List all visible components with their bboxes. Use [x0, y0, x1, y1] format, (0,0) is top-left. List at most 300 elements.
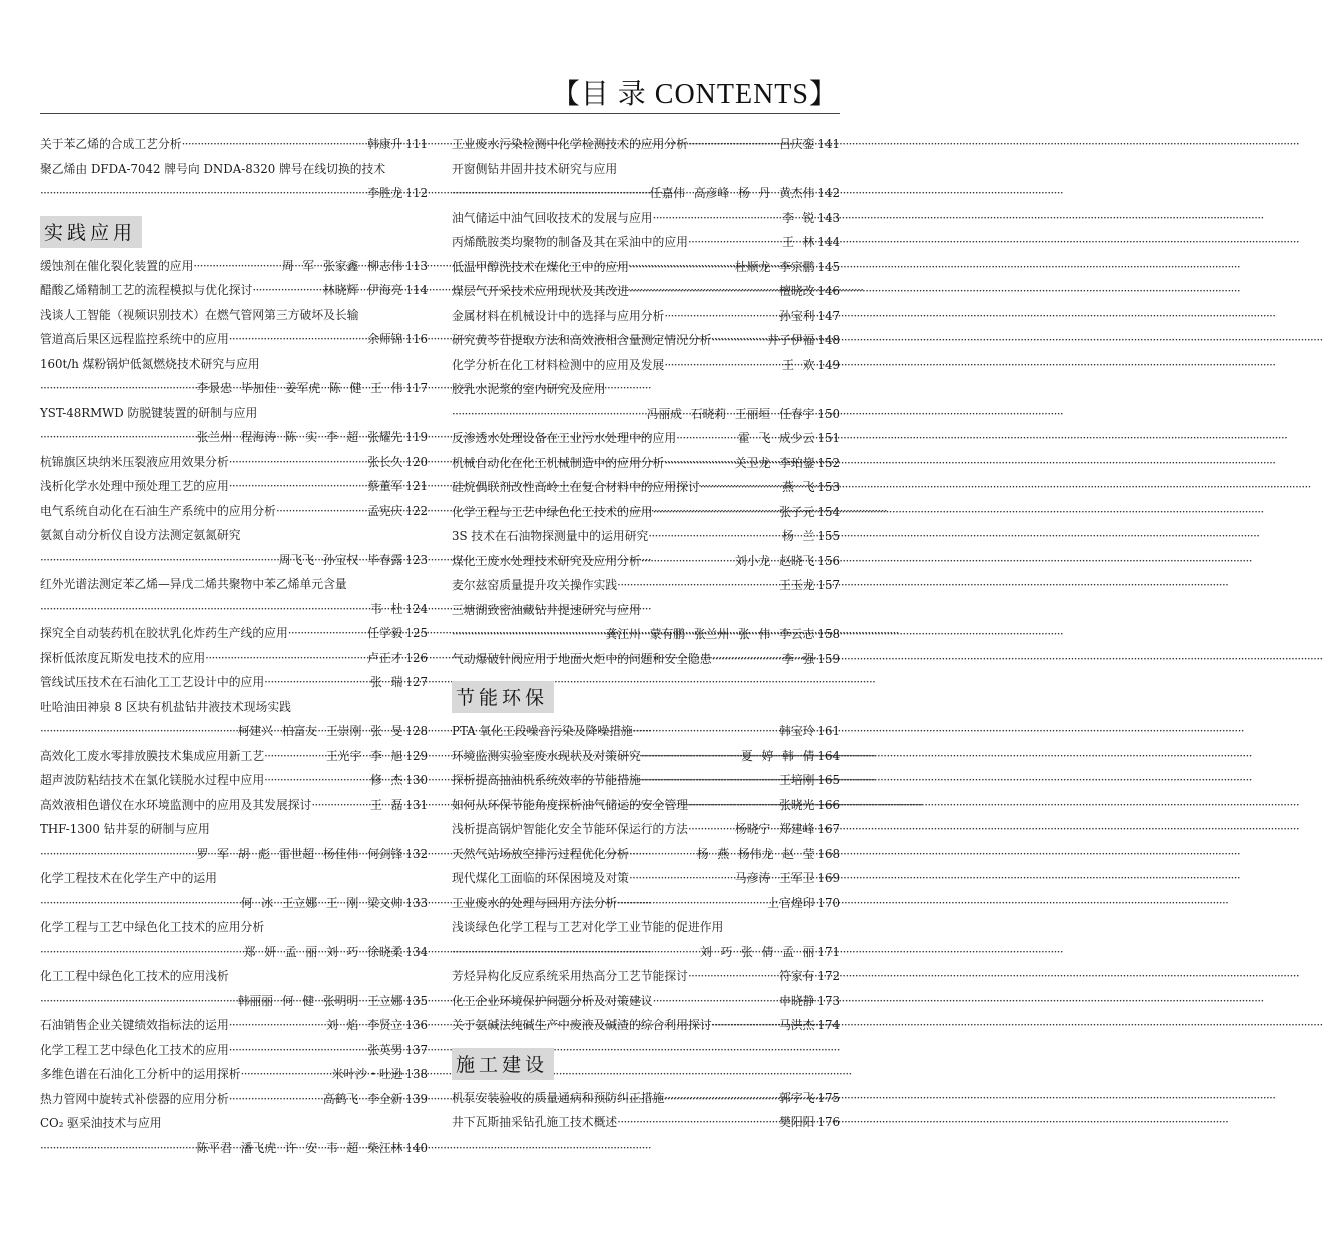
page-number: 167	[817, 822, 840, 836]
leader-dots	[712, 328, 768, 353]
toc-entry[interactable]	[452, 524, 840, 549]
toc-title-line[interactable]	[40, 817, 428, 842]
toc-entry[interactable]	[452, 719, 840, 744]
article-authors: 夏 婷 韩 倩	[741, 748, 815, 763]
article-authors: 王光宇 李 旭	[325, 748, 403, 763]
toc-entry[interactable]	[40, 1087, 428, 1112]
toc-entry[interactable]	[40, 621, 428, 646]
toc-entry[interactable]	[40, 327, 428, 352]
section-label: 节能环保	[452, 681, 554, 713]
leader-dots	[229, 450, 367, 475]
page-number: 165	[817, 773, 840, 787]
leader-dots	[252, 278, 323, 303]
article-title: 杭锦旗区块纳米压裂液应用效果分析	[40, 454, 229, 469]
leader-dots	[688, 964, 779, 989]
article-title: 浅析提高锅炉智能化安全节能环保运行的方法	[452, 822, 688, 836]
article-title: 醋酸乙烯精制工艺的流程模拟与优化探讨	[40, 283, 253, 297]
article-authors: 李胜龙	[367, 186, 403, 200]
page-number: 159	[817, 651, 840, 666]
toc-entry[interactable]	[452, 206, 840, 231]
section-label: 实践应用	[40, 216, 142, 248]
page-number: 151	[817, 431, 840, 445]
toc-entry[interactable]	[40, 254, 428, 279]
toc-entry[interactable]	[452, 255, 840, 280]
page-number: 164	[817, 748, 840, 763]
article-authors: 杨 兰	[782, 529, 815, 543]
toc-title-line[interactable]	[40, 157, 428, 182]
article-title: THF-1300 钻井泵的研制与应用	[40, 822, 210, 836]
toc-title-line[interactable]	[40, 695, 428, 720]
toc-entry[interactable]	[452, 402, 840, 427]
toc-entry[interactable]	[452, 744, 840, 769]
article-title: 多维色谱在石油化工分析中的运用探析	[40, 1067, 241, 1081]
toc-entry[interactable]	[452, 793, 840, 818]
toc-title-line[interactable]	[40, 401, 428, 426]
page-number: 161	[817, 724, 840, 738]
article-authors: 申晓静	[779, 993, 815, 1008]
article-authors: 韩康升	[367, 137, 403, 151]
toc-entry[interactable]	[452, 622, 840, 647]
section-heading	[40, 206, 428, 254]
page-number: 124	[405, 601, 428, 616]
article-authors: 王玉龙	[779, 578, 815, 592]
article-authors: 张兰州 程海涛 陈 实 李 超 张耀先	[196, 430, 403, 444]
leader-dots	[617, 1110, 779, 1135]
leader-dots	[264, 670, 370, 695]
article-authors: 霍 飞 成少云	[737, 431, 815, 445]
leader-dots	[182, 132, 367, 157]
leader-dots	[40, 842, 197, 867]
article-authors: 韩丽丽 何 健 张明明 王立娜	[237, 993, 403, 1008]
page-number: 146	[817, 284, 840, 298]
page-number: 134	[405, 944, 428, 959]
page-number: 144	[817, 235, 840, 249]
page-number: 117	[405, 381, 428, 395]
toc-entry[interactable]	[40, 646, 428, 671]
toc-title-line[interactable]	[452, 377, 840, 402]
article-title: PTA 氧化工段噪音污染及降噪措施	[452, 724, 633, 738]
leader-dots	[629, 866, 735, 891]
toc-entry[interactable]	[452, 1110, 840, 1135]
leader-dots	[641, 768, 779, 793]
article-title: 氨氮自动分析仪自设方法测定氨氮研究	[40, 528, 241, 542]
page-number: 147	[817, 308, 840, 323]
article-title: 三塘湖致密油藏钻井提速研究与应用	[452, 602, 641, 617]
page-number: 112	[405, 186, 428, 200]
page-number: 128	[405, 724, 428, 738]
toc-title-line[interactable]	[452, 157, 840, 182]
article-title: 浅谈绿色化学工程与工艺对化学工业节能的促进作用	[452, 920, 724, 934]
toc-entry[interactable]	[452, 964, 840, 989]
page-number: 153	[817, 480, 840, 494]
article-title: 机械自动化在化工机械制造中的应用分析	[452, 455, 665, 470]
article-title: CO₂ 驱采油技术与应用	[40, 1116, 162, 1130]
article-title: 吐哈油田神泉 8 区块有机盐钻井液技术现场实践	[40, 699, 291, 714]
article-authors: 王 磊	[370, 797, 403, 812]
article-authors: 吕庆銮	[779, 137, 815, 151]
page-number: 125	[405, 626, 428, 640]
article-title: 关于氨碱法纯碱生产中废液及碱渣的综合利用探讨	[452, 1018, 712, 1032]
page-number: 132	[405, 846, 428, 861]
article-authors: 张长久	[367, 454, 403, 469]
leader-dots	[264, 744, 326, 769]
leader-dots	[311, 793, 370, 818]
page-number: 131	[405, 797, 428, 812]
toc-entry[interactable]	[40, 1038, 428, 1063]
article-title: 化学工程工艺中绿色化工技术的应用	[40, 1042, 229, 1057]
page-number: 137	[405, 1042, 428, 1057]
leader-dots	[700, 475, 782, 500]
article-authors: 李 锐	[782, 210, 815, 225]
article-title: 管道高后果区远程监控系统中的应用	[40, 332, 229, 346]
article-authors: 余师锦	[367, 332, 403, 346]
leader-dots	[229, 327, 367, 352]
article-authors: 刘 焰 李贤立	[325, 1018, 403, 1032]
article-authors: 龚江川 蒙有鹏 张兰州 张 伟 李云志	[605, 627, 815, 641]
leader-dots	[193, 254, 281, 279]
page-number: 129	[405, 748, 428, 763]
article-title: 探析提高抽油机系统效率的节能措施	[452, 773, 641, 787]
leader-dots	[664, 1086, 779, 1111]
leader-dots	[676, 426, 738, 451]
article-authors: 罗 军 胡 彪 雷世超 杨佳伟 何剑锋	[196, 846, 403, 861]
article-authors: 郑 妍 孟 丽 刘 巧 徐晓柔	[243, 944, 403, 959]
leader-dots	[688, 817, 735, 842]
page-number: 143	[817, 210, 840, 225]
toc-entry[interactable]	[40, 425, 428, 450]
section-label: 施工建设	[452, 1048, 554, 1080]
article-authors: 任嘉伟 高彦峰 杨 丹 黄杰伟	[649, 186, 815, 200]
toc-entry[interactable]	[452, 842, 840, 867]
article-authors: 燕 飞	[782, 480, 815, 494]
toc-entry[interactable]	[40, 278, 428, 303]
article-title: 探究全自动装药机在胶状乳化炸药生产线的应用	[40, 626, 288, 640]
leader-dots	[641, 744, 741, 769]
article-authors: 孙宝利	[779, 308, 815, 323]
leader-dots	[653, 989, 780, 1014]
article-authors: 檀晓改	[779, 284, 815, 298]
article-title: 探析低浓度瓦斯发电技术的应用	[40, 650, 206, 665]
article-title: 浅析化学水处理中预处理工艺的应用	[40, 479, 229, 493]
left-column	[40, 132, 428, 1160]
toc-entry[interactable]	[452, 230, 840, 255]
leader-dots	[629, 842, 697, 867]
article-title: 硅烷偶联剂改性高岭土在复合材料中的应用探讨	[452, 480, 700, 494]
toc-entry[interactable]	[40, 474, 428, 499]
page-number: 123	[405, 552, 428, 567]
toc-title-line[interactable]	[40, 1111, 428, 1136]
toc-entry[interactable]	[40, 670, 428, 695]
toc-entry[interactable]	[452, 1086, 840, 1111]
page-number: 168	[817, 846, 840, 861]
article-title: 井下瓦斯抽采钻孔施工技术概述	[452, 1115, 618, 1129]
toc-entry[interactable]	[40, 989, 428, 1014]
leader-dots	[288, 621, 367, 646]
article-title: 现代煤化工面临的环保困境及对策	[452, 871, 629, 885]
toc-entry[interactable]	[40, 376, 428, 401]
article-authors: 马洪杰	[779, 1018, 815, 1032]
article-authors: 孟宪庆	[367, 503, 403, 518]
article-authors: 杨晓宁 郑建峰	[734, 822, 815, 836]
toc-entry[interactable]	[452, 132, 840, 157]
page-number: 169	[817, 871, 840, 885]
article-title: 聚乙烯由 DFDA-7042 牌号向 DNDA-8320 牌号在线切换的技术	[40, 161, 386, 176]
article-title: 红外光谱法测定苯乙烯—异戊二烯共聚物中苯乙烯单元含量	[40, 577, 347, 591]
toc-entry[interactable]	[40, 719, 428, 744]
toc-title-line[interactable]	[452, 915, 840, 940]
page-number: 158	[817, 627, 840, 641]
article-title: 超声波防粘结技术在氯化镁脱水过程中应用	[40, 773, 265, 787]
toc-entry[interactable]	[40, 181, 428, 206]
article-title: 煤化工废水处理技术研究及应用分析	[452, 553, 641, 568]
article-title: 化学工程与工艺中绿色化工技术的应用分析	[40, 920, 265, 934]
toc-entry[interactable]	[40, 1062, 428, 1087]
article-authors: 杨 燕 杨伟龙 赵 莹	[696, 846, 815, 861]
article-authors: 张 瑞	[370, 675, 403, 689]
leader-dots	[229, 474, 367, 499]
toc-title-line[interactable]	[40, 866, 428, 891]
contents-title: 【目 录 CONTENTS】	[551, 79, 838, 110]
article-authors: 韦 杜	[370, 601, 403, 616]
article-authors: 米叶沙・吐逊	[331, 1067, 403, 1081]
toc-entry[interactable]	[40, 842, 428, 867]
toc-entry[interactable]	[452, 817, 840, 842]
page-number: 148	[817, 333, 840, 347]
leader-dots	[40, 891, 241, 916]
leader-dots	[641, 549, 735, 574]
article-authors: 王 林	[782, 235, 815, 249]
page-number: 173	[817, 993, 840, 1008]
article-authors: 关卫龙 李珀鋆	[734, 455, 815, 470]
leader-dots	[40, 376, 197, 401]
section-heading	[452, 671, 840, 719]
section-heading	[452, 1038, 840, 1086]
toc-title-line[interactable]	[40, 572, 428, 597]
article-title: 化工工程中绿色化工技术的应用浅析	[40, 969, 229, 983]
toc-entry[interactable]	[40, 1136, 428, 1161]
leader-dots	[40, 1136, 197, 1161]
page-number: 170	[817, 895, 840, 910]
article-title: 电气系统自动化在石油生产系统中的应用分析	[40, 503, 276, 518]
article-authors: 樊阳阳	[779, 1115, 815, 1129]
article-title: 工业废水的处理与回用方法分析	[452, 895, 618, 910]
article-title: 机泵安装验收的质量通病和预防纠正措施	[452, 1090, 665, 1105]
toc-entry[interactable]	[452, 328, 840, 353]
article-title: 如何从环保节能角度探析油气储运的安全管理	[452, 797, 688, 812]
article-title: 工业废水污染检测中化学检测技术的应用分析	[452, 137, 688, 151]
leader-dots	[40, 719, 238, 744]
toc-entry[interactable]	[40, 768, 428, 793]
page-number: 139	[405, 1091, 428, 1106]
page-number: 111	[405, 137, 428, 151]
page-number: 113	[405, 258, 428, 273]
page-number: 152	[817, 455, 840, 470]
toc-entry[interactable]	[452, 181, 840, 206]
article-title: 石油销售企业关键绩效指标法的运用	[40, 1018, 229, 1032]
leader-dots	[229, 1087, 323, 1112]
leader-dots	[712, 1013, 780, 1038]
article-authors: 修 杰	[370, 773, 403, 787]
toc-title-line[interactable]	[40, 352, 428, 377]
leader-dots	[688, 132, 779, 157]
toc-title-line[interactable]	[452, 598, 840, 623]
article-authors: 李 强	[782, 651, 815, 666]
leader-dots	[653, 206, 783, 231]
leader-dots	[40, 425, 197, 450]
leader-dots	[452, 181, 650, 206]
article-authors: 何 冰 王立娜 王 刚 梁文帅	[240, 895, 403, 910]
article-authors: 周 军 张家鑫 柳志伟	[281, 258, 403, 273]
right-column	[452, 132, 840, 1135]
article-title: 缓蚀剂在催化裂化装置的应用	[40, 258, 194, 273]
article-authors: 冯丽成 石晓莉 王丽垣 任春宇	[646, 406, 815, 421]
toc-entry[interactable]	[40, 744, 428, 769]
article-authors: 任学毅	[367, 626, 403, 640]
article-title: 天然气站场放空排污过程优化分析	[452, 846, 629, 861]
page-number: 119	[405, 430, 428, 444]
toc-entry[interactable]	[452, 989, 840, 1014]
page-number: 141	[817, 137, 840, 151]
toc-entry[interactable]	[452, 768, 840, 793]
article-title: 化学工程技术在化学生产中的运用	[40, 871, 217, 885]
article-title: 高效液相色谱仪在水环境监测中的应用及其发展探讨	[40, 797, 312, 812]
article-title: 160t/h 煤粉锅炉低氮燃烧技术研究与应用	[40, 356, 260, 371]
leader-dots	[229, 1038, 367, 1063]
article-authors: 王培刚	[779, 773, 815, 787]
page-number: 120	[405, 454, 428, 469]
article-title: 麦尔兹窑质量提升攻关操作实践	[452, 578, 618, 592]
page-number: 142	[817, 186, 840, 200]
article-authors: 刘 巧 张 倩 孟 丽	[699, 944, 815, 959]
page-number: 166	[817, 797, 840, 812]
article-title: 丙烯酰胺类均聚物的制备及其在采油中的应用	[452, 235, 688, 249]
leader-dots	[629, 255, 735, 280]
toc-entry[interactable]	[452, 940, 840, 965]
page-number: 171	[817, 944, 840, 959]
article-title: 管线试压技术在石油化工工艺设计中的应用	[40, 675, 265, 689]
article-title: YST-48RMWD 防脱键装置的研制与应用	[40, 405, 258, 420]
leader-dots	[633, 719, 779, 744]
leader-dots	[452, 940, 700, 965]
article-title: 化学工程与工艺中绿色化工技术的应用	[452, 504, 653, 519]
toc-title-line[interactable]	[40, 964, 428, 989]
toc-entry[interactable]	[40, 597, 428, 622]
leader-dots	[712, 647, 783, 672]
article-title: 化工企业环境保护问题分析及对策建议	[452, 993, 653, 1008]
page-number: 156	[817, 553, 840, 568]
toc-title-line[interactable]	[40, 915, 428, 940]
toc-entry[interactable]	[40, 793, 428, 818]
toc-entry[interactable]	[40, 891, 428, 916]
page-number: 126	[405, 650, 428, 665]
toc-entry[interactable]	[452, 647, 840, 672]
toc-entry[interactable]	[452, 426, 840, 451]
page-number: 149	[817, 357, 840, 372]
toc-entry[interactable]	[452, 475, 840, 500]
page-number: 155	[817, 529, 840, 543]
contents-header	[40, 68, 840, 114]
toc-entry[interactable]	[452, 279, 840, 304]
article-authors: 杜顺龙 李宗鹏	[734, 259, 815, 274]
toc-entry[interactable]	[452, 866, 840, 891]
toc-entry[interactable]	[452, 500, 840, 525]
toc-entry[interactable]	[452, 573, 840, 598]
leader-dots	[40, 989, 238, 1014]
toc-entry[interactable]	[452, 304, 840, 329]
article-title: 高效化工废水零排放膜技术集成应用新工艺	[40, 748, 265, 763]
toc-entry[interactable]	[40, 1013, 428, 1038]
article-authors: 符家有	[779, 969, 815, 983]
leader-dots	[40, 940, 244, 965]
leader-dots	[40, 548, 279, 573]
article-title: 关于苯乙烯的合成工艺分析	[40, 137, 182, 151]
article-title: 化学分析在化工材料检测中的应用及发展	[452, 357, 665, 372]
toc-title-line[interactable]	[40, 523, 428, 548]
article-title: 胶乳水泥浆的室内研究及应用	[452, 382, 606, 396]
page-number: 122	[405, 503, 428, 518]
article-authors: 陈平君 潘飞虎 许 安 韦 超 柴江林	[196, 1140, 403, 1155]
page-number: 172	[817, 969, 840, 983]
article-title: 研究黄芩苷提取方法和高效液相含量测定情况分析	[452, 333, 712, 347]
toc-entry[interactable]	[40, 940, 428, 965]
article-authors: 林晓辉 伊海亮	[322, 283, 403, 297]
article-title: 金属材料在机械设计中的选择与应用分析	[452, 308, 665, 323]
toc-entry[interactable]	[40, 450, 428, 475]
page-number: 133	[405, 895, 428, 910]
page-number: 150	[817, 406, 840, 421]
toc-entry[interactable]	[452, 451, 840, 476]
leader-dots	[688, 230, 782, 255]
leader-dots	[40, 181, 367, 206]
article-authors: 李景忠 毕加佳 姜军虎 陈 健 王 伟	[196, 381, 403, 395]
article-title: 气动爆破针阀应用于地面火炬中的问题和安全隐患	[452, 651, 712, 666]
leader-dots	[664, 353, 782, 378]
article-title: 开窗侧钻井固井技术研究与应用	[452, 161, 618, 176]
toc-entry[interactable]	[40, 132, 428, 157]
page-number: 138	[405, 1067, 428, 1081]
article-title: 低温甲醇洗技术在煤化工中的应用	[452, 259, 629, 274]
article-authors: 马彦涛 王军卫	[734, 871, 815, 885]
leader-dots	[688, 793, 779, 818]
article-authors: 张子元	[779, 504, 815, 519]
article-authors: 郭宇飞	[779, 1090, 815, 1105]
article-title: 反渗透水处理设备在工业污水处理中的应用	[452, 431, 677, 445]
article-authors: 卢正才	[367, 650, 403, 665]
toc-entry[interactable]	[452, 353, 840, 378]
page-number: 121	[405, 479, 428, 493]
leader-dots	[664, 304, 779, 329]
leader-dots	[40, 597, 370, 622]
toc-entry[interactable]	[452, 1013, 840, 1038]
toc-entry[interactable]	[452, 891, 840, 916]
page-number: 135	[405, 993, 428, 1008]
article-title: 浅谈人工智能（视频识别技术）在燃气管网第三方破坏及长输	[40, 307, 359, 322]
article-authors: 张英男	[367, 1042, 403, 1057]
leader-dots	[653, 500, 780, 525]
toc-title-line[interactable]	[40, 303, 428, 328]
article-authors: 王 欢	[782, 357, 815, 372]
article-title: 芳烃异构化反应系统采用热高分工艺节能探讨	[452, 969, 688, 983]
toc-entry[interactable]	[40, 548, 428, 573]
leader-dots	[629, 279, 779, 304]
article-authors: 周飞飞 孙宝权 毕春露	[278, 552, 403, 567]
article-title: 热力管网中旋转式补偿器的应用分析	[40, 1091, 229, 1106]
page-number: 157	[817, 578, 840, 592]
leader-dots	[276, 499, 367, 524]
toc-entry[interactable]	[40, 499, 428, 524]
article-authors: 井子伊福	[767, 333, 815, 347]
toc-entry[interactable]	[452, 549, 840, 574]
